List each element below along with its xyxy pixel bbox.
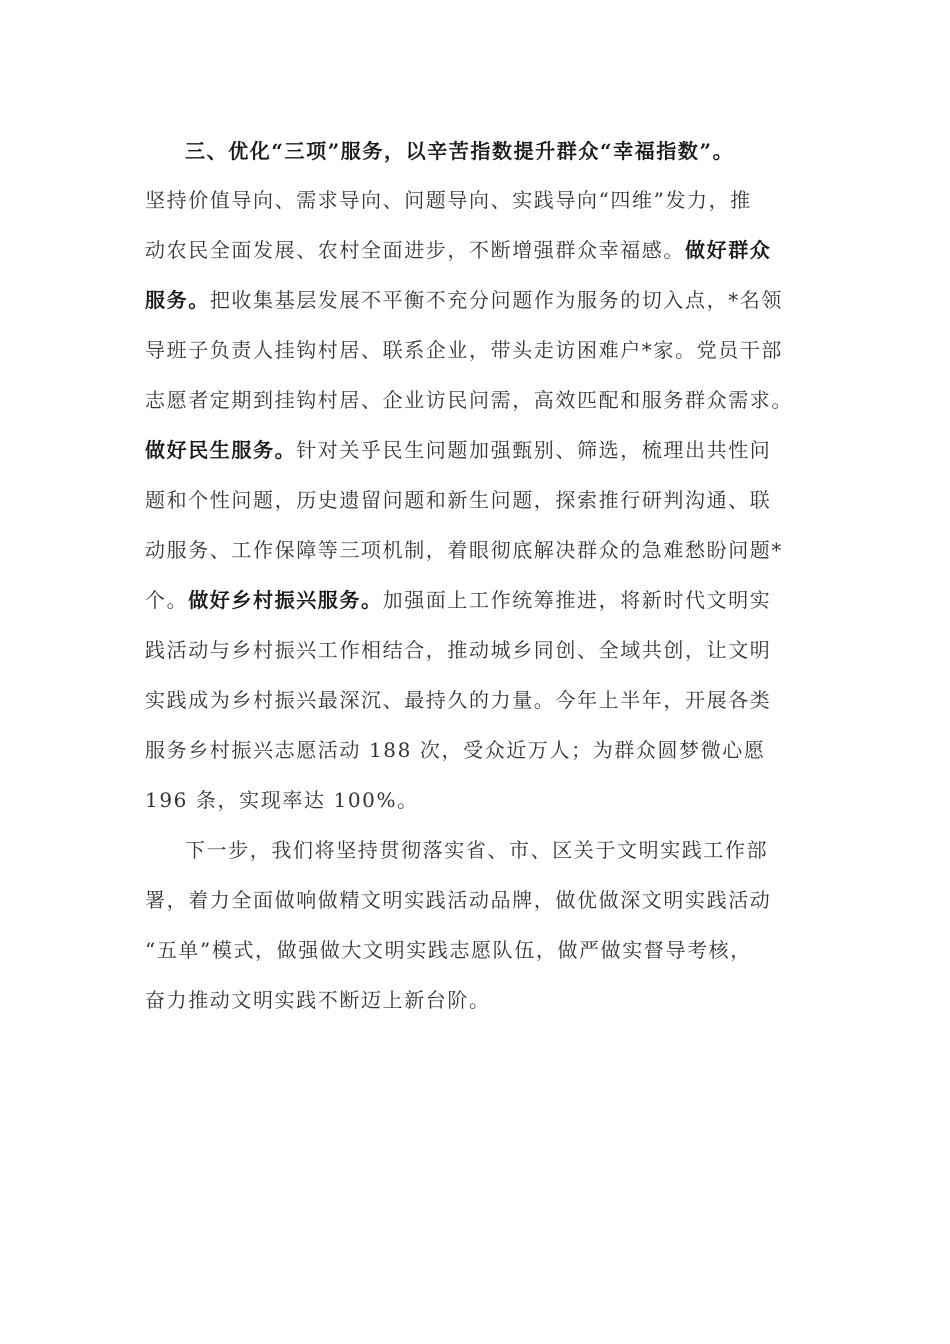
paragraph-line: 导班子负责人挂钩村居、联系企业，带头走访困难户*家。党员干部 <box>145 338 783 362</box>
line-text: 动农民全面发展、农村全面进步，不断增强群众幸福感。 <box>145 238 685 262</box>
paragraph-line: 动服务、工作保障等三项机制，着眼彻底解决群众的急难愁盼问题* <box>145 538 783 562</box>
line-text: 把收集基层发展不平衡不充分问题作为服务的切入点，*名领 <box>209 288 784 312</box>
line-text: 个。 <box>145 588 189 612</box>
paragraph-line <box>145 430 825 470</box>
paragraph-line <box>145 580 825 620</box>
paragraph-line: 署，着力全面做响做精文明实践活动品牌，做优做深文明实践活动 <box>145 888 772 912</box>
paragraph-line: 实践成为乡村振兴最深沉、最持久的力量。今年上半年，开展各类 <box>145 688 772 712</box>
bold-subheading: 服务。 <box>145 288 210 312</box>
line-text: 针对关乎民生问题加强甄别、筛选，梳理出共性问 <box>296 438 772 462</box>
paragraph-line: 下一步，我们将坚持贯彻落实省、市、区关于文明实践工作部 <box>185 838 769 862</box>
paragraph-line: 奋力推动文明实践不断迈上新台阶。 <box>145 988 491 1012</box>
paragraph-line: 服务乡村振兴志愿活动 188 次，受众近万人；为群众圆梦微心愿 <box>145 738 766 762</box>
paragraph-line: 题和个性问题，历史遗留问题和新生问题，探索推行研判沟通、联 <box>145 488 772 512</box>
paragraph-line: 196 条，实现率达 100%。 <box>145 788 419 812</box>
section-heading: 三、优化“三项”服务，以辛苦指数提升群众“幸福指数”。 <box>185 139 735 163</box>
paragraph-line: 坚持价值导向、需求导向、问题导向、实践导向“四维”发力，推 <box>145 188 752 212</box>
line-text: 加强面上工作统筹推进，将新时代文明实 <box>382 588 772 612</box>
bold-subheading: 做好民生服务。 <box>145 438 297 462</box>
bold-subheading: 做好乡村振兴服务。 <box>188 588 383 612</box>
bold-subheading: 做好群众 <box>685 238 772 262</box>
paragraph-line: 践活动与乡村振兴工作相结合，推动城乡同创、全域共创，让文明 <box>145 638 772 662</box>
paragraph-line: “五单”模式，做强做大文明实践志愿队伍，做严做实督导考核， <box>145 938 752 962</box>
paragraph-line <box>145 280 825 320</box>
paragraph-line: 志愿者定期到挂钩村居、企业访民问需，高效匹配和服务群众需求。 <box>145 388 793 412</box>
paragraph-line <box>145 230 825 270</box>
